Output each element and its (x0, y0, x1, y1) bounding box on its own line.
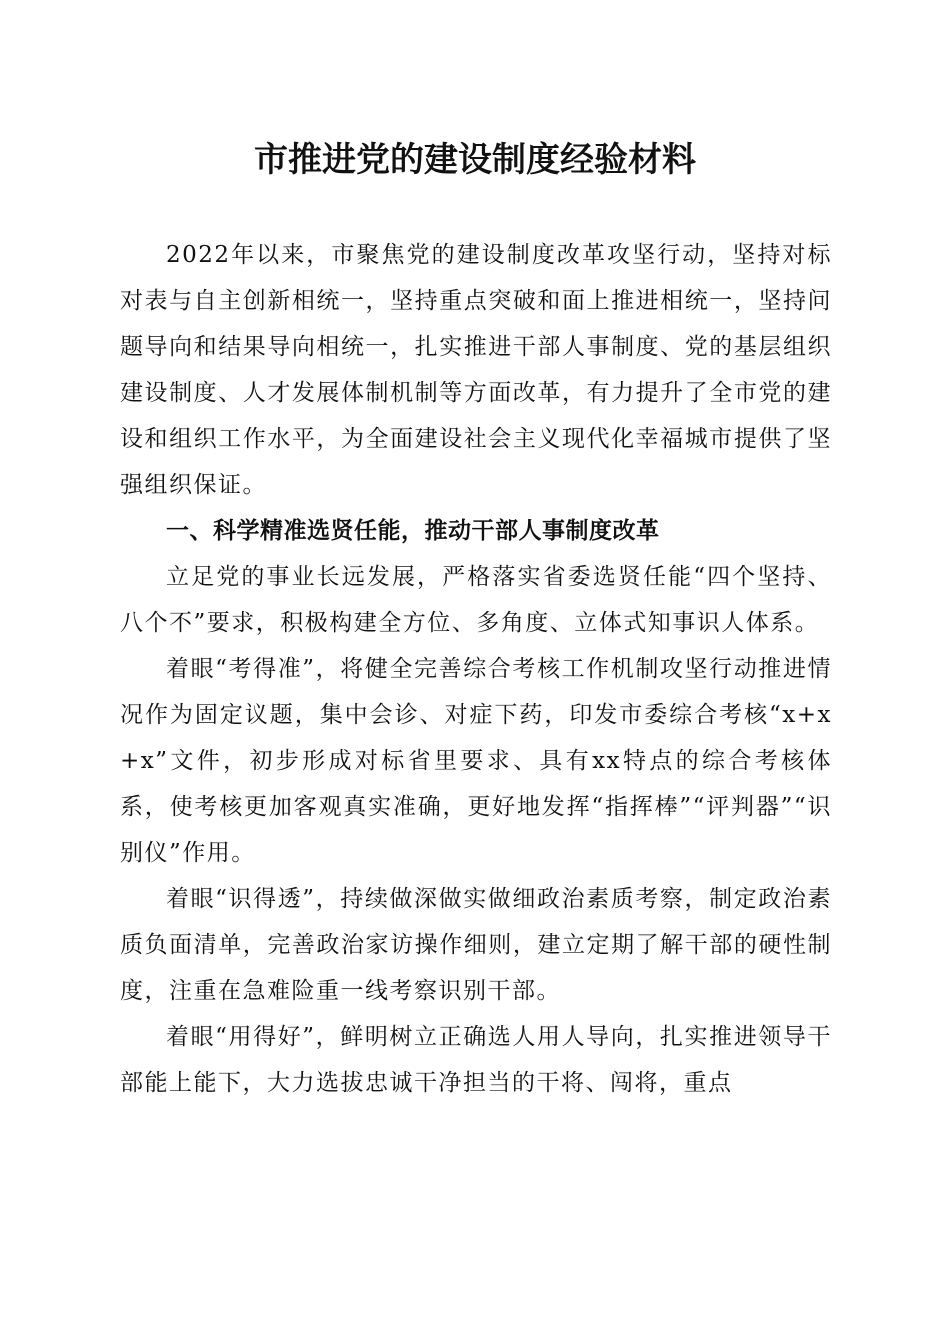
section-paragraph: 立足党的事业长远发展，严格落实省委选贤任能“四个坚持、八个不”要求，积极构建全方位、多角度、立体式知事识人体系。 (120, 564, 832, 636)
document-body (120, 232, 832, 1106)
intro-paragraph: 2022年以来，市聚焦党的建设制度改革攻坚行动，坚持对标对表与自主创新相统一，坚持重点突破和面上推进相统一，坚持问题导向和结果导向相统一，扎实推进干部人事制度、党的基层组织建设制度、人才发展体制机制等方面改革，有力提升了全市党的建设和组织工作水平，为全面建设社会主义现代化幸福城市提供了坚强组织保证。 (120, 242, 832, 498)
section-heading: 一、科学精准选贤任能，推动干部人事制度改革 (166, 518, 660, 544)
document-title: 市推进党的建设制度经验材料 (254, 140, 696, 180)
section-paragraph: 着眼“考得准”，将健全完善综合考核工作机制攻坚行动推进情况作为固定议题，集中会诊、对症下药，印发市委综合考核“x+x+x”文件，初步形成对标省里要求、具有xx特点的综合考核体系，使考核更加客观真实准确，更好地发挥“指挥棒”“评判器”“识别仪”作用。 (120, 656, 832, 866)
section-paragraph: 着眼“用得好”，鲜明树立正确选人用人导向，扎实推进领导干部能上能下，大力选拔忠诚干净担当的干将、闯将，重点 (120, 1024, 832, 1096)
section-paragraph: 着眼“识得透”，持续做深做实做细政治素质考察，制定政治素质负面清单，完善政治家访操作细则，建立定期了解干部的硬性制度，注重在急难险重一线考察识别干部。 (120, 886, 832, 1004)
